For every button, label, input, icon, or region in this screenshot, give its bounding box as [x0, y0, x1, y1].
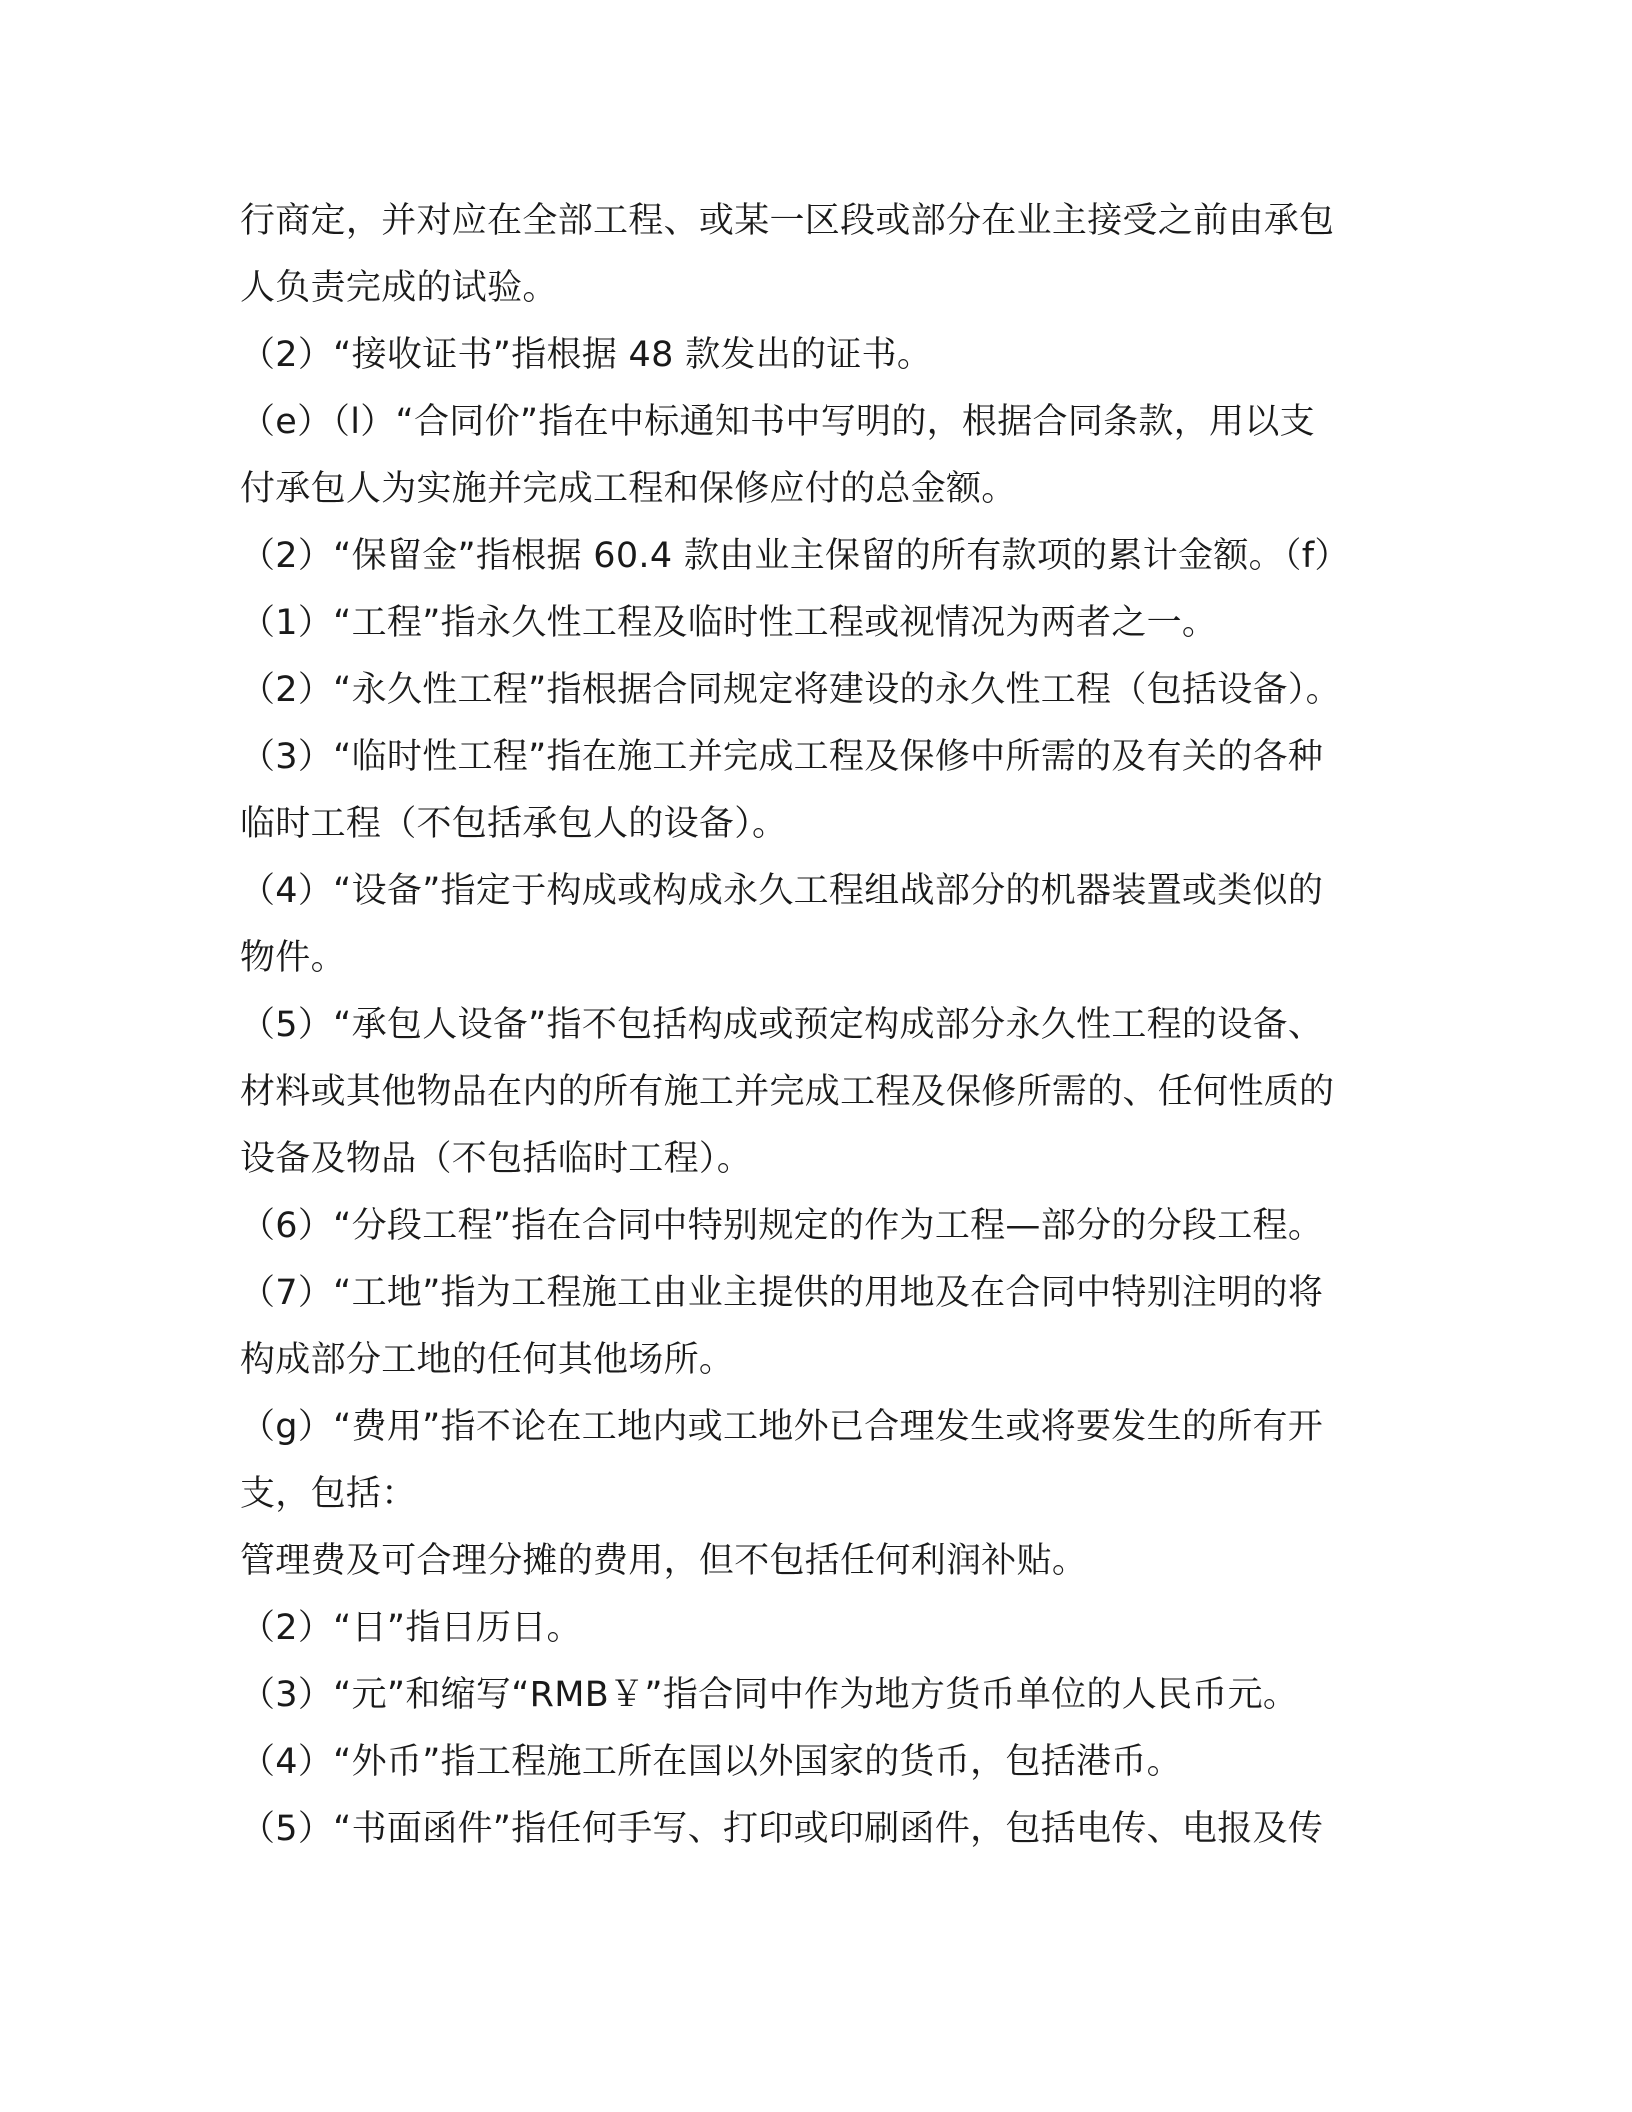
text-line: 设备及物品（不包括临时工程）。: [240, 1139, 753, 1179]
text-line: 支，包括：: [240, 1474, 417, 1514]
text-line: （3）“临时性工程”指在施工并完成工程及保修中所需的及有关的各种: [240, 737, 1324, 777]
text-line: （5）“书面函件”指任何手写、打印或印刷函件，包括电传、电报及传: [240, 1809, 1324, 1849]
text-line: 人负责完成的试验。: [240, 268, 558, 308]
text-line: （3）“元”和缩写“RMB￥”指合同中作为地方货币单位的人民币元。: [240, 1675, 1299, 1715]
text-line: 物件。: [240, 938, 346, 978]
text-line: （5）“承包人设备”指不包括构成或预定构成部分永久性工程的设备、: [240, 1005, 1324, 1045]
text-line: （2）“接收证书”指根据 48 款发出的证书。: [240, 335, 933, 375]
text-line: 付承包人为实施并完成工程和保修应付的总金额。: [240, 469, 1017, 509]
text-line: （e）（l）“合同价”指在中标通知书中写明的，根据合同条款，用以支: [240, 402, 1315, 442]
text-line: （2）“永久性工程”指根据合同规定将建设的永久性工程（包括设备）。: [240, 670, 1341, 710]
text-line: （2）“日”指日历日。: [240, 1608, 582, 1648]
text-line: （1）“工程”指永久性工程及临时性工程或视情况为两者之一。: [240, 603, 1218, 643]
text-line: （2）“保留金”指根据 60.4 款由业主保留的所有款项的累计金额。（f）: [240, 536, 1350, 576]
text-line: 行商定，并对应在全部工程、或某一区段或部分在业主接受之前由承包: [240, 201, 1335, 241]
document-body: [240, 188, 1410, 1863]
text-line: （7）“工地”指为工程施工由业主提供的用地及在合同中特别注明的将: [240, 1273, 1324, 1313]
text-line: 临时工程（不包括承包人的设备）。: [240, 804, 788, 844]
text-line: （6）“分段工程”指在合同中特别规定的作为工程—部分的分段工程。: [240, 1206, 1324, 1246]
text-line: （4）“设备”指定于构成或构成永久工程组战部分的机器装置或类似的: [240, 871, 1324, 911]
text-line: （g）“费用”指不论在工地内或工地外已合理发生或将要发生的所有开: [240, 1407, 1324, 1447]
text-line: 材料或其他物品在内的所有施工并完成工程及保修所需的、任何性质的: [240, 1072, 1335, 1112]
text-line: 管理费及可合理分摊的费用，但不包括任何利润补贴。: [240, 1541, 1088, 1581]
text-line: （4）“外币”指工程施工所在国以外国家的货币，包括港币。: [240, 1742, 1182, 1782]
text-line: 构成部分工地的任何其他场所。: [240, 1340, 735, 1380]
